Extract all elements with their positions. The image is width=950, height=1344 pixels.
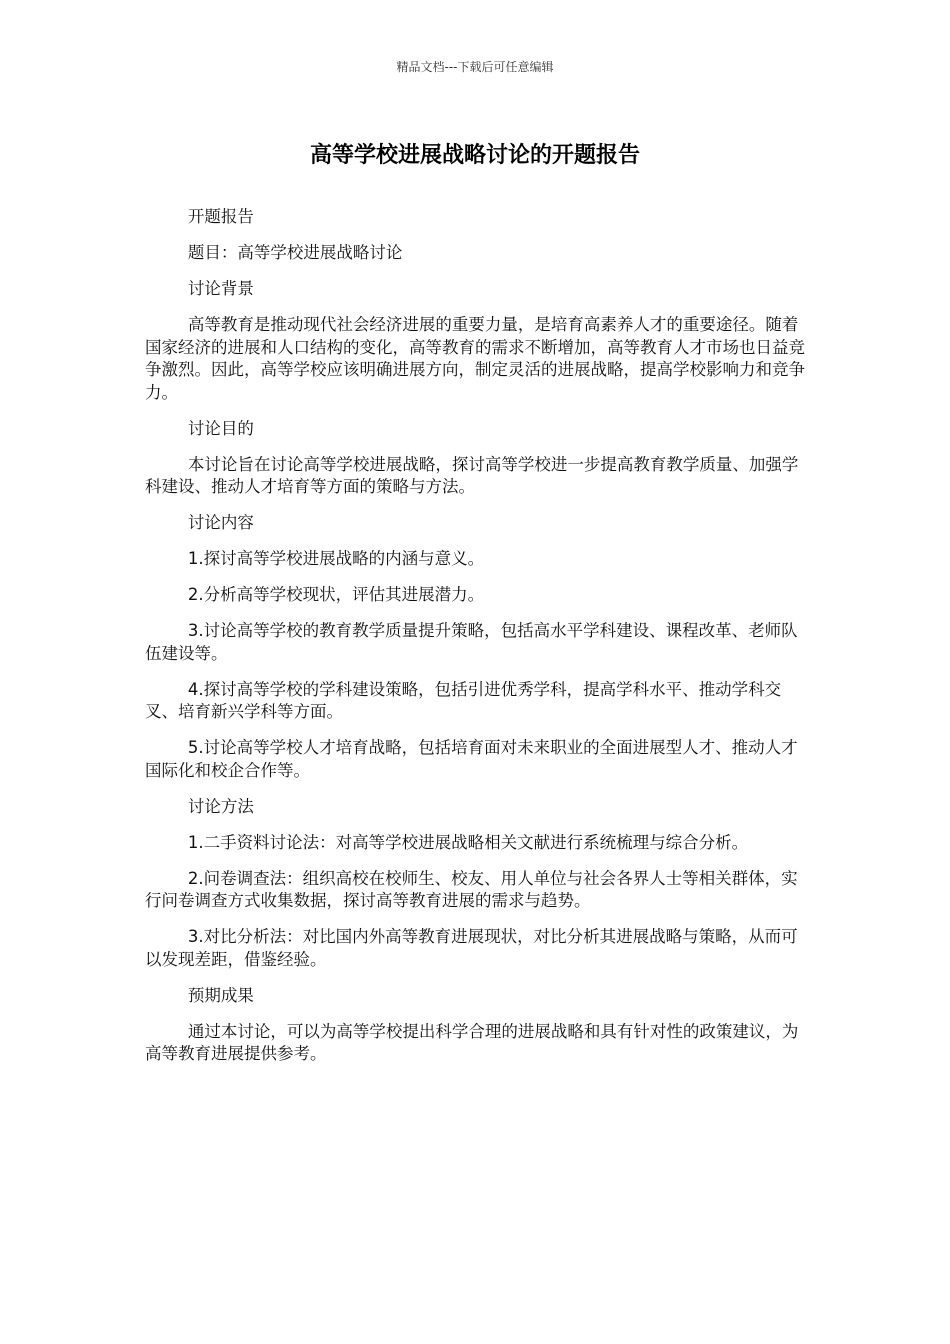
- content-item-2: 2.分析高等学校现状，评估其进展潜力。: [187, 585, 485, 604]
- content-item-1: 1.探讨高等学校进展战略的内涵与意义。: [187, 549, 485, 568]
- method-item-1: 1.二手资料讨论法：对高等学校进展战略相关文献进行系统梳理与综合分析。: [187, 832, 749, 852]
- section-heading-purpose: 讨论目的: [187, 418, 254, 438]
- content-item-4: 4.探讨高等学校的学科建设策略，包括引进优秀学科，提高学科水平、推动学科交叉、培育新兴学科等方面。: [145, 679, 782, 721]
- method-item-2: 2.问卷调查法：组织高校在校师生、校友、用人单位与社会各界人士等相关群体，实行问卷调查方式收集数据，探讨高等教育进展的需求与趋势。: [145, 868, 798, 910]
- outcomes-paragraph: 通过本讨论，可以为高等学校提出科学合理的进展战略和具有针对性的政策建议，为高等教育进展提供参考。: [145, 1021, 799, 1063]
- document-body: [145, 206, 813, 1079]
- purpose-paragraph: 本讨论旨在讨论高等学校进展战略，探讨高等学校进一步提高教育教学质量、加强学科建设、推动人才培育等方面的策略与方法。: [145, 454, 799, 496]
- content-item-5: 5.讨论高等学校人才培育战略，包括培育面对未来职业的全面进展型人才、推动人才国际化和校企合作等。: [145, 738, 798, 780]
- section-heading-outcomes: 预期成果: [187, 985, 254, 1005]
- header-note: 精品文档---下载后可任意编辑: [396, 60, 554, 74]
- section-heading-background: 讨论背景: [187, 279, 254, 298]
- background-paragraph: 高等教育是推动现代社会经济进展的重要力量，是培育高素养人才的重要途径。随着国家经济的进展和人口结构的变化，高等教育的需求不断增加，高等教育人才市场也日益竞争激烈。因此，高等学校应该明确进展方向，制定灵活的进展战略，提高学校影响力和竞争力。: [145, 315, 805, 402]
- method-item-3: 3.对比分析法：对比国内外高等教育进展现状，对比分析其进展战略与策略，从而可以发现差距，借鉴经验。: [145, 927, 798, 969]
- section-label-report: 开题报告: [187, 207, 254, 226]
- topic-line: 题目：高等学校进展战略讨论: [187, 243, 403, 262]
- document-title: 高等学校进展战略讨论的开题报告: [309, 143, 640, 168]
- section-heading-content: 讨论内容: [187, 513, 254, 532]
- content-item-3: 3.讨论高等学校的教育教学质量提升策略，包括高水平学科建设、课程改革、老师队伍建设等。: [145, 621, 798, 663]
- section-heading-methods: 讨论方法: [187, 796, 254, 816]
